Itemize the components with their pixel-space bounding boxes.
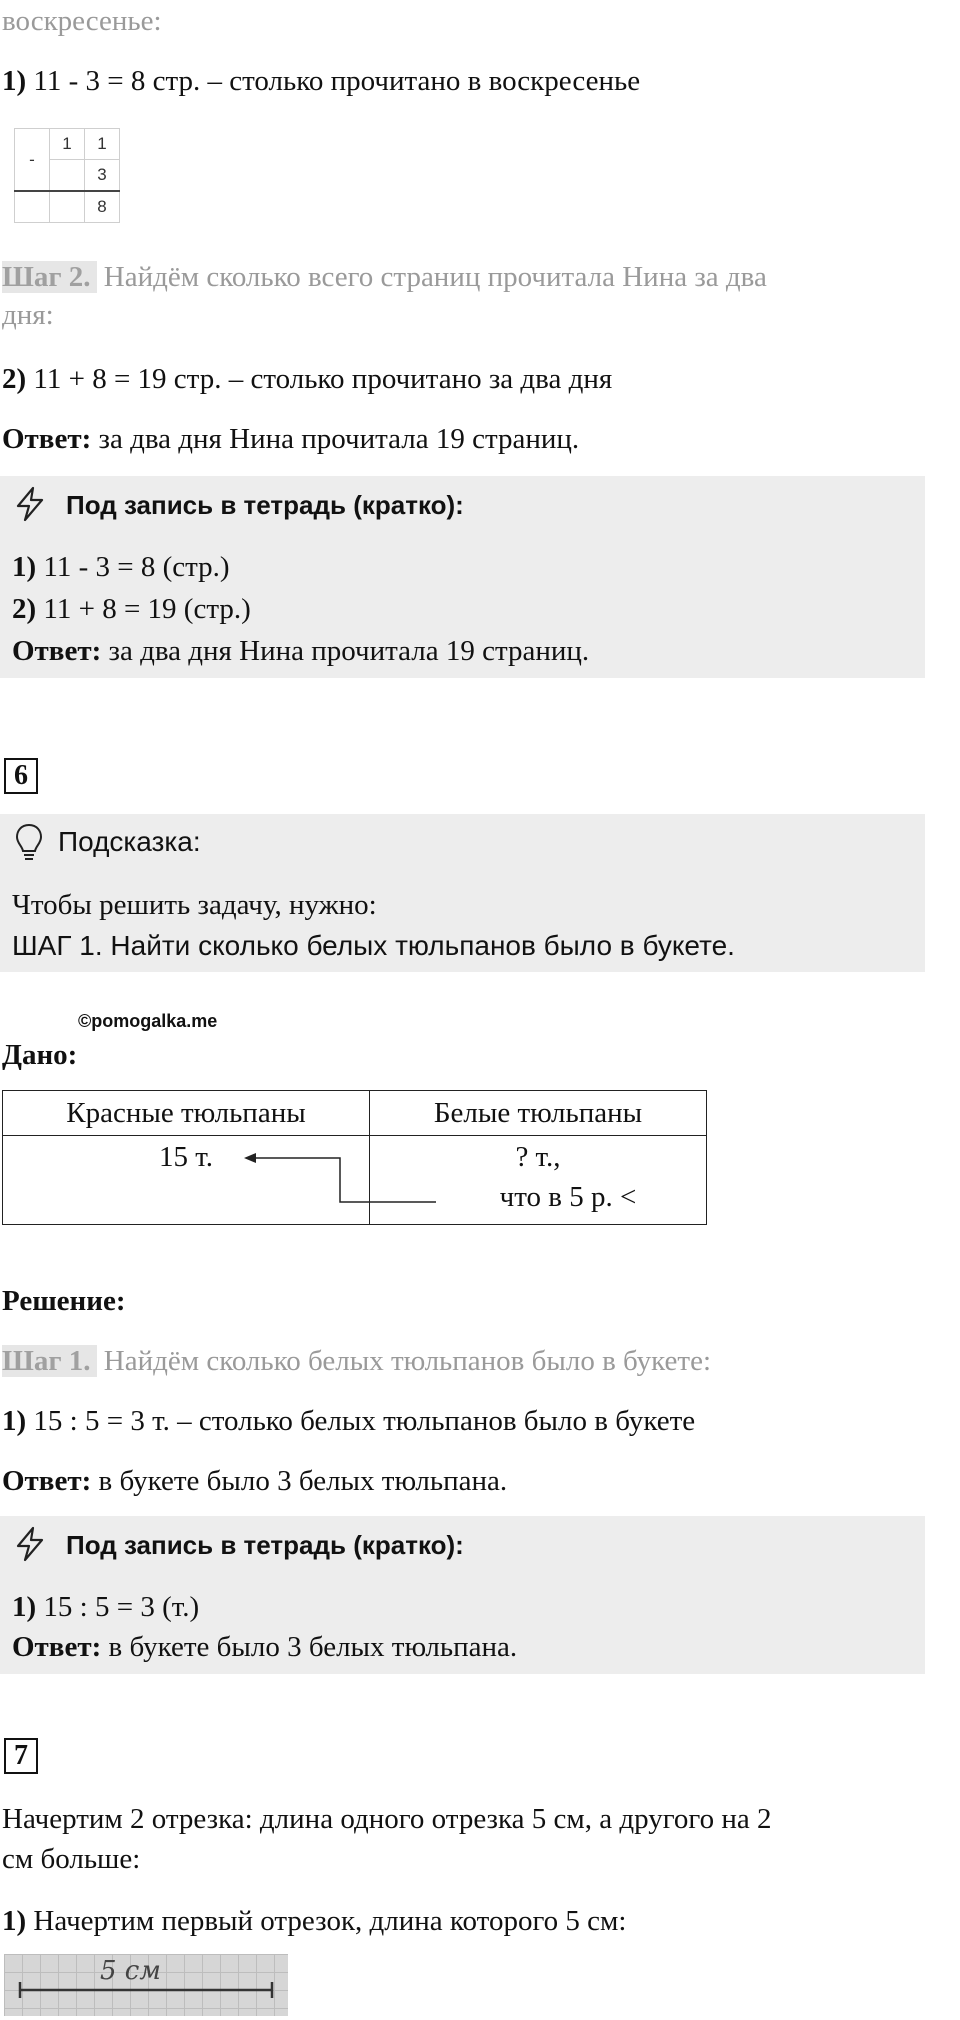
solution-label: Решение:: [2, 1285, 126, 1317]
equation-line: [2, 1902, 626, 1940]
item-number: 2): [12, 593, 37, 625]
watermark: ©pomogalka.me: [78, 1011, 218, 1031]
note-title: Под запись в тетрадь (кратко):: [66, 1530, 464, 1560]
table-header: Белые тюльпаны: [370, 1091, 707, 1136]
equation-text: 11 - 3 = 8 стр. – столько прочитано в воскресенье: [26, 65, 641, 97]
given-label: Дано:: [2, 1039, 78, 1071]
note-text: 11 + 8 = 19 (стр.): [36, 593, 251, 625]
equation-text: Начертим первый отрезок, длина которого 5 см:: [26, 1905, 627, 1937]
task-text: Начертим 2 отрезка: длина одного отрезка 5 см, а другого на 2: [2, 1803, 772, 1835]
answer-label: Ответ:: [2, 1465, 92, 1497]
note-title: Под запись в тетрадь (кратко):: [66, 490, 464, 520]
answer-label: Ответ:: [2, 423, 92, 455]
answer-label: Ответ:: [12, 635, 102, 667]
answer-text: в букете было 3 белых тюльпана.: [101, 1631, 518, 1663]
answer-text: за два дня Нина прочитала 19 страниц.: [101, 635, 590, 667]
notebook-note-panel: [0, 1516, 925, 1674]
hint-title: Подсказка:: [58, 826, 201, 857]
hint-step-label: ШАГ 1.: [12, 930, 103, 961]
answer-text: в букете было 3 белых тюльпана.: [91, 1465, 508, 1497]
item-number: 1): [2, 65, 27, 97]
task-number: 7: [4, 1738, 38, 1774]
answer-line: [2, 1462, 507, 1500]
task-number: 6: [4, 758, 38, 794]
calc-cell: 1: [85, 129, 120, 160]
item-number: 2): [2, 363, 27, 395]
item-number: 1): [2, 1905, 27, 1937]
calc-cell: -: [15, 129, 50, 192]
item-number: 1): [12, 1591, 37, 1623]
item-number: 1): [12, 551, 37, 583]
calc-cell: 3: [85, 160, 120, 192]
calc-cell: 1: [50, 129, 85, 160]
text-fragment: воскресенье:: [2, 5, 162, 37]
task-text: см больше:: [2, 1843, 141, 1875]
segment-drawing: [4, 1954, 288, 2016]
calc-cell: 8: [85, 191, 120, 223]
lightning-icon: [12, 1526, 48, 1562]
note-line: [12, 1588, 199, 1626]
step-label: Шаг 2.: [2, 261, 97, 293]
step-label: Шаг 1.: [2, 1345, 97, 1377]
step-text: Найдём сколько всего страниц прочитала Нина за два: [96, 261, 767, 293]
hint-line: Чтобы решить задачу, нужно:: [12, 889, 377, 921]
note-text: 11 - 3 = 8 (стр.): [36, 551, 230, 583]
white-tulips-value: ? т.,: [515, 1141, 561, 1173]
equation-text: 15 : 5 = 3 т. – столько белых тюльпанов было в букете: [26, 1405, 696, 1437]
answer-label: Ответ:: [12, 1631, 102, 1663]
note-text: 15 : 5 = 3 (т.): [36, 1591, 200, 1623]
equation-line: [2, 1402, 695, 1440]
segment-label: 5 см: [100, 1956, 161, 1986]
note-answer: [12, 1628, 517, 1666]
answer-text: за два дня Нина прочитала 19 страниц.: [91, 423, 580, 455]
table-header: Красные тюльпаны: [3, 1091, 370, 1136]
red-tulips-value: 15 т.: [159, 1141, 213, 1173]
equation-text: 11 + 8 = 19 стр. – столько прочитано за два дня: [26, 363, 613, 395]
white-tulips-relation: что в 5 р. <: [499, 1181, 637, 1213]
hint-step-text: Найти сколько белых тюльпанов было в букете.: [102, 930, 735, 961]
step-heading: [2, 1342, 711, 1380]
step-text-cont: дня:: [2, 299, 54, 331]
step-text: Найдём сколько белых тюльпанов было в букете:: [96, 1345, 712, 1377]
item-number: 1): [2, 1405, 27, 1437]
